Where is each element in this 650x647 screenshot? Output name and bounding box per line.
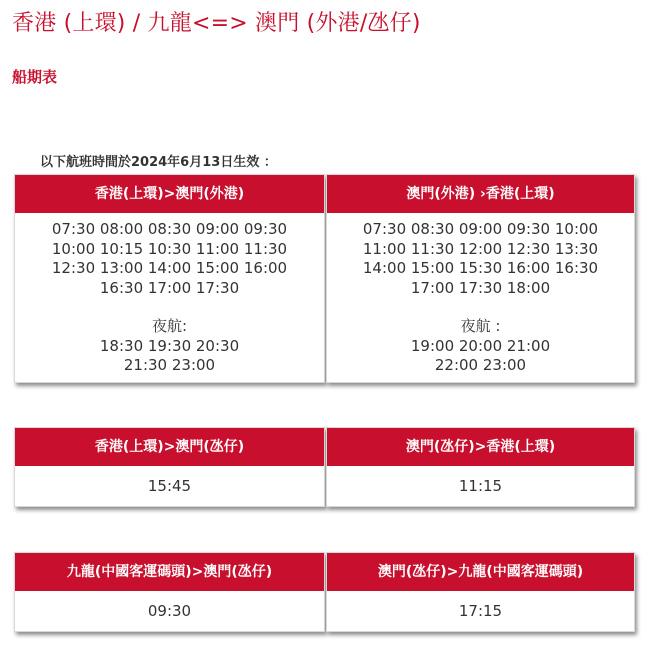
route-header: 澳門(氹仔)>香港(上環) — [327, 428, 634, 466]
night-times-line: 18:30 19:30 20:30 — [99, 336, 240, 355]
departure-times-line: 14:00 15:00 15:30 16:00 16:30 — [362, 259, 599, 277]
departure-times-line: 07:30 08:00 08:30 09:00 09:30 — [51, 220, 288, 238]
route-times — [15, 213, 324, 376]
route-card-kowloon-to-taipa — [14, 552, 325, 632]
route-header: 香港(上環)>澳門(氹仔) — [15, 428, 324, 466]
schedule-heading: 船期表 — [12, 68, 58, 86]
night-sailing-label: 夜航: — [151, 317, 188, 335]
route-header: 澳門(氹仔)>九龍(中國客運碼頭) — [327, 553, 634, 591]
night-times-line: 19:00 20:00 21:00 — [410, 336, 551, 355]
departure-times-line: 16:30 17:00 17:30 — [99, 278, 240, 297]
route-header: 香港(上環)>澳門(外港) — [15, 175, 324, 213]
route-header: 九龍(中國客運碼頭)>澳門(氹仔) — [15, 553, 324, 591]
effective-date-note: 以下航班時間於2024年6月13日生效 ： — [40, 155, 277, 170]
route-card-outerharbour-to-sheungwan — [326, 174, 635, 383]
night-sailing-label: 夜航 : — [460, 317, 501, 335]
departure-times-line: 07:30 08:30 09:00 09:30 10:00 — [362, 220, 599, 238]
departure-time: 17:15 — [458, 602, 503, 620]
night-times-line: 21:30 23:00 — [123, 356, 216, 374]
departure-times-line: 10:00 10:15 10:30 11:00 11:30 — [51, 239, 288, 258]
night-times-line: 22:00 23:00 — [434, 356, 527, 374]
route-card-taipa-to-sheungwan — [326, 427, 635, 507]
departure-time: 09:30 — [147, 602, 192, 620]
departure-times-line: 11:00 11:30 12:00 12:30 13:30 — [362, 239, 599, 258]
departure-times-line: 12:30 13:00 14:00 15:00 16:00 — [51, 259, 288, 277]
route-card-sheungwan-to-taipa — [14, 427, 325, 507]
route-times — [327, 213, 634, 376]
page-title: 香港 (上環) / 九龍<=> 澳門 (外港/氹仔) — [12, 11, 421, 36]
departure-time: 11:15 — [458, 477, 503, 495]
route-header: 澳門(外港) ›香港(上環) — [327, 175, 634, 213]
departure-times-line: 17:00 17:30 18:00 — [410, 278, 551, 297]
departure-time: 15:45 — [147, 477, 192, 495]
route-card-sheungwan-to-outerharbour — [14, 174, 325, 383]
route-card-taipa-to-kowloon — [326, 552, 635, 632]
